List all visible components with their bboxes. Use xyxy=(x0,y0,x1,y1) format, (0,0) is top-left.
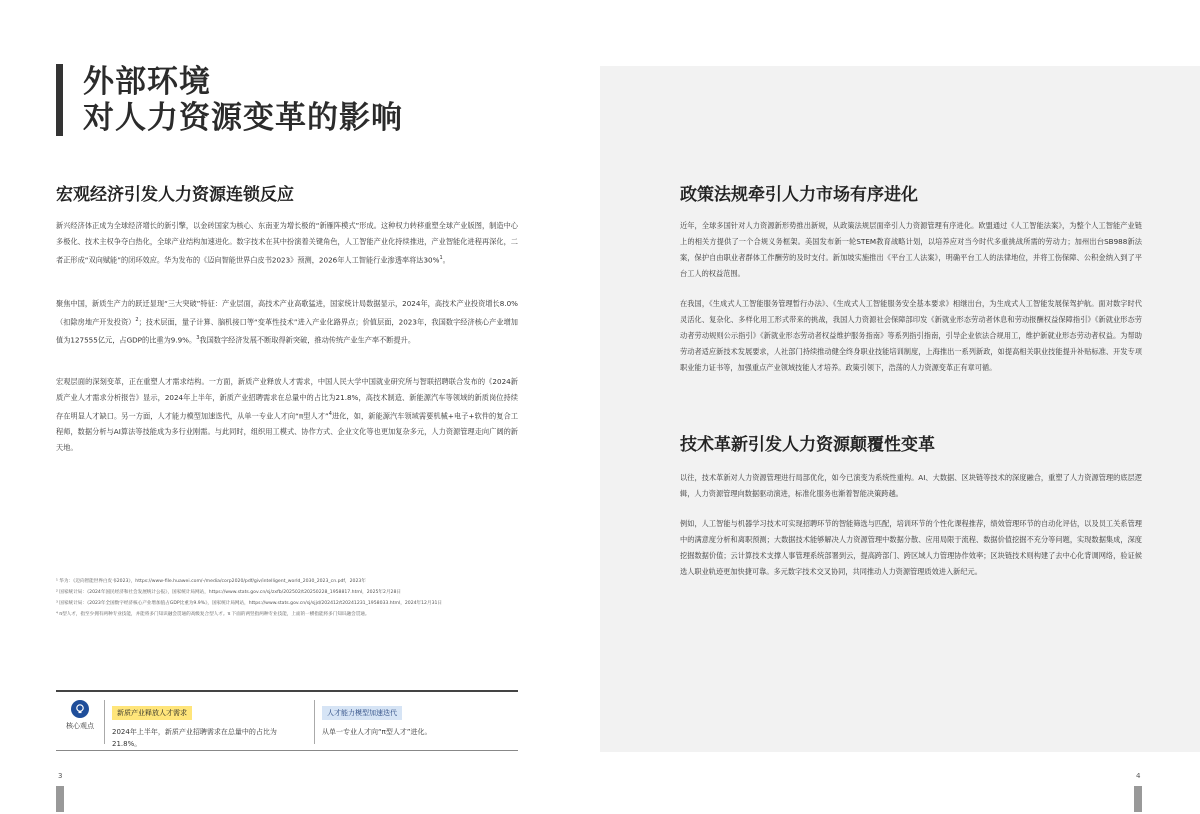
key-point-2 xyxy=(322,700,512,738)
paragraph-technology-2: 例如，人工智能与机器学习技术可实现招聘环节的智能筛选与匹配，培训环节的个性化课程推荐，绩效管理环节的自动化评估，以及员工关系管理中的满意度分析和离职预测；大数据技术能够解决人力资源管理中数据分散、应用局限于流程、数据价值挖掘不充分等问题，实现数据集成，深度挖掘数据价值；云计算技术支撑人事管理系统部署到云，提高跨部门、跨区域人力管理协作效率；区块链技术则构建了去中心化背调网络，验证候选人职业轨迹更加快捷可靠。多元数字技术交叉协同，共同推动人力资源管理质效进入新纪元。 xyxy=(680,519,1142,576)
paragraph-macro-1: 新兴经济体正成为全球经济增长的新引擎，以金砖国家为核心、东南亚为增长极的“新雁阵模式”形成。这种权力转移重塑全球产业版图，制造中心多极化、技术主权争夺白热化，全球产业结构加速进化。数字技术在其中扮演着关键角色，人工智能产业化持续推进，产业智能化进程再深化，二者正形成“双向赋能”的闭环效应。华为发布的《迈向智能世界白皮书2023》预测，2026年人工智能行业渗透率将达30%$^1$。 xyxy=(56,221,518,265)
key-point-1 xyxy=(112,700,302,750)
page-marker-bar-right xyxy=(1134,786,1142,812)
paragraph-macro-3: 宏观层面的深刻变革，正在重塑人才需求结构。一方面，新质产业释放人才需求，中国人民大学中国就业研究所与智联招聘联合发布的《2024新质产业人才需求分析报告》显示，2024年上半年，新质产业招聘需求在总量中的占比为21.8%，高技术制造、新能源汽车等领域的新质岗位持续存在明显人才缺口。另一方面，人才能力模型加速迭代，从单一专业人才向“π型人才”$^4$进化，如，新能源汽车领域需要机械+电子+软件的复合工程师，数据分析与AI算法等技能成为多行业刚需。与此同时，组织用工模式、协作方式、企业文化等也更加复杂多元，人力资源管理走向广阔的新天地。 xyxy=(56,377,518,453)
section-title-technology: 技术革新引发人力资源颠覆性变革 xyxy=(680,435,935,455)
right-page xyxy=(600,0,1200,814)
key-points-badge xyxy=(62,700,98,731)
lightbulb-icon xyxy=(71,700,89,718)
page-number-left: 3 xyxy=(58,772,63,780)
heading-line-2: 对人力资源变革的影响 xyxy=(83,100,403,136)
footnote-3: ³ 国家统计局：《2023年全国数字经济核心产业增加值占GDP比重为9.9%》，国家统计局网站，https://www.stats.gov.cn/sj/sjjd/202412/t20241231_1958033.html，2024年12月31日 xyxy=(56,601,443,606)
heading-line-1: 外部环境 xyxy=(83,64,211,100)
key-point-1-text: 2024年上半年，新质产业招聘需求在总量中的占比为21.8%。 xyxy=(112,728,277,748)
page-number-right: 4 xyxy=(1136,772,1141,780)
footnotes xyxy=(56,578,518,622)
footnote-4: ⁴ π型人才，指至少拥有两种专业技能，并能将多门知识融会贯通的高级复合型人才。π 下面的两竖指两种专业技能，上面的一横指能将多门知识融会贯通。 xyxy=(56,612,370,617)
divider xyxy=(104,700,105,744)
chapter-heading xyxy=(56,64,403,136)
key-points-box xyxy=(56,690,518,751)
key-point-1-tag: 新质产业释放人才需求 xyxy=(112,706,192,720)
paragraph-policy-1: 近年，全球多国针对人力资源新形势推出新规，从政策法规层面牵引人力资源管理有序进化。欧盟通过《人工智能法案》，为整个人工智能产业链上的相关方提供了一个合规义务框架。美国发布新一轮STEM教育战略计划，以培养应对当今时代多重挑战所需的劳动力；加州出台SB988新法案，保护自由职业者群体工作酬劳的及时支付。新加坡实施推出《平台工人法案》，明确平台工人的法律地位，并将工伤保障、公积金纳入到了平台工人的权益范围。 xyxy=(680,221,1142,278)
key-points-label: 核心观点 xyxy=(66,722,94,730)
key-point-2-text: 从单一专业人才向“π型人才”进化。 xyxy=(322,728,432,736)
paragraph-policy-2: 在我国，《生成式人工智能服务管理暂行办法》、《生成式人工智能服务安全基本要求》相继出台，为生成式人工智能发展保驾护航。面对数字时代灵活化、复杂化、多样化用工形式带来的挑战，我国人力资源社会保障部印发《新就业形态劳动者休息和劳动报酬权益保障指引》《新就业形态劳动者劳动规则公示指引》《新就业形态劳动者权益维护服务指南》等系列指引指南，引导企业依法合规用工，维护新就业形态劳动者权益。为帮助劳动者适应新技术发展要求，人社部门持续推动健全终身职业技能培训制度，上海推出一系列新政，如提高相关职业技能提升补贴标准、开发专项职业能力证书等，加强重点产业领域技能人才培养。政策引领下，浩荡的人力资源变革正有章可循。 xyxy=(680,299,1142,372)
paragraph-macro-2: 聚焦中国，新质生产力的跃迁显现“三大突破”特征：产业层面，高技术产业高歌猛进，国家统计局数据显示，2024年，高技术产业投资增长8.0%（扣除房地产开发投资）$^2$；技术层面，量子计算、脑机接口等“变革性技术”进入产业化路界点；价值层面，2023年，我国数字经济核心产业增加值为127555亿元，占GDP的比重为9.9%。$^3$我国数字经济发展不断取得新突破，推动传统产业生产率不断提升。 xyxy=(56,299,518,345)
paragraph-technology-1: 以往，技术革新对人力资源管理进行局部优化，如今已演变为系统性重构。AI、大数据、区块链等技术的深度融合，重塑了人力资源管理的底层逻辑，人力资源管理向数据驱动演进，标准化服务也渐着智能决策跨越。 xyxy=(680,473,1142,498)
divider xyxy=(314,700,315,744)
page-marker-bar-left xyxy=(56,786,64,812)
section-title-policy: 政策法规牵引人力市场有序进化 xyxy=(680,185,918,205)
section-title-macro: 宏观经济引发人力资源连锁反应 xyxy=(56,185,294,205)
footnote-1: ¹ 华为：《迈向智能世界白皮书2023》，https://www-file.huawei.com/-/media/corp2020/pdf/giv/intelligent_world_2030_2023_cn.pdf，2023年 xyxy=(56,579,366,584)
footnote-2: ² 国家统计局：《2024年国民经济和社会发展统计公报》，国家统计局网站，https://www.stats.gov.cn/sj/zxfb/202502/t20250228_1958817.html，2025年2月28日 xyxy=(56,590,401,595)
key-point-2-tag: 人才能力模型加速迭代 xyxy=(322,706,402,720)
